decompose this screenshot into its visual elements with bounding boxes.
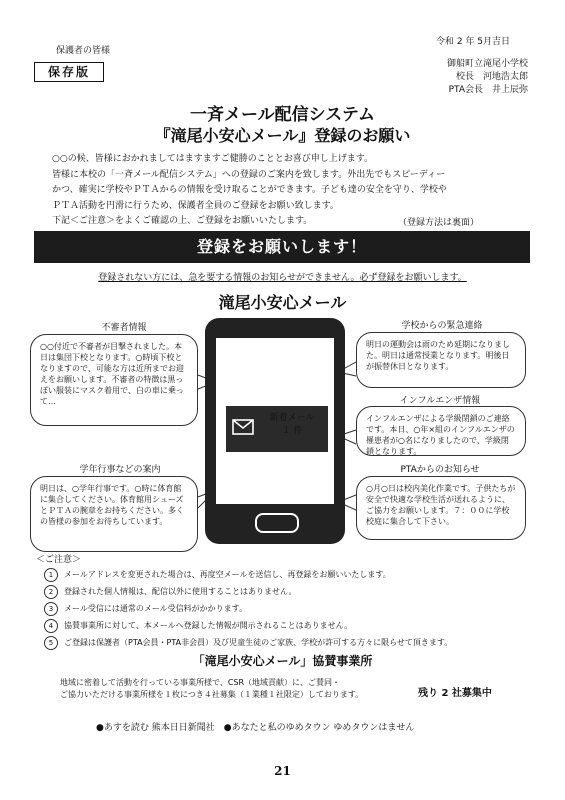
intro-line: 下記＜ご注意＞をよくご確認の上、ご登録をお願いいたします。 — [52, 216, 313, 226]
note-text: メール受信には通常のメール受信料がかかります。 — [64, 604, 248, 613]
pta-president-name: PTA会長 井上辰弥 — [448, 85, 528, 95]
note-number: 2 — [44, 585, 58, 599]
suspicious-label: 不審者情報 — [101, 323, 147, 333]
note-item — [44, 634, 524, 651]
note-item — [44, 583, 524, 600]
intro-line: ＰＴＡ活動を円滑に行うため、保護者全員のご登録をお願い致します。 — [52, 200, 339, 211]
method-note: （登録方法は裏面） — [398, 218, 480, 228]
note-number: 5 — [44, 636, 58, 650]
school-name: 御船町立滝尾小学校 — [446, 59, 528, 69]
intro-line: 皆様に本校の「一斉メール配信システム」への登録のご案内を致します。外出先でもスピーディー — [52, 169, 446, 180]
title-request: 『滝尾小安心メール』登録のお願い — [154, 126, 411, 145]
notification-count: １ 件 — [281, 426, 303, 436]
note-text: メールアドレスを変更された場合は、再度空メールを送信し、再登録をお願いいたします。 — [64, 570, 391, 579]
note-item — [44, 617, 524, 634]
issue-date: 令和 2 年 5月吉日 — [436, 37, 511, 47]
note-item — [44, 566, 524, 583]
notes-heading: ＜ご注意＞ — [36, 555, 82, 565]
sponsor-list: ●あすを読む 熊本日日新聞社 ●あなたと私のゆめタウン ゆめタウンはません — [96, 723, 415, 733]
register-warning: 登録されない方には、急を要する情報のお知らせができません。必ず登録をお願いします。 — [98, 273, 467, 283]
pta-label: PTAからのお知らせ — [400, 465, 480, 475]
events-label: 学年行事などの案内 — [79, 465, 161, 475]
app-heading: 滝尾小安心メール — [218, 293, 347, 312]
intro-line: ○○の候、皆様におかれましてはますますご健勝のこととお喜び申し上げます。 — [52, 154, 373, 164]
flu-label: インフルエンザ情報 — [399, 396, 481, 406]
sponsor-description — [60, 677, 380, 701]
note-number: 4 — [44, 619, 58, 633]
notification-text — [260, 412, 324, 438]
note-number: 1 — [44, 568, 58, 582]
flu-bubble: インフルエンザによる学級閉鎖のご連絡です。本日、○年×組のインフルエンザの罹患者が○名になりましたので、学級閉鎖となります。 — [356, 406, 526, 456]
note-number: 3 — [44, 602, 58, 616]
sponsor-heading: 「滝尾小安心メール」協賛事業所 — [192, 654, 373, 668]
note-text: 協賛事業所に対して、本メールへ登録した情報が開示されることはありません。 — [64, 621, 353, 630]
envelope-icon — [232, 418, 254, 436]
title-system: 一斉メール配信システム — [190, 105, 375, 125]
page-number: 21 — [274, 764, 291, 778]
suspicious-bubble: ○○付近で不審者が目撃されました。本日は集団下校となります。○時頃下校となりますので、可能な方は近所までお迎えをお願いします。不審者の特徴は黒っぽい服装にマスク着用で、白の車に乗って… — [30, 334, 198, 426]
events-bubble: 明日は、○学年行事です。○時に体育館に集合してください。体育館用シューズとＰＴＡの腕章をお持ちください。多くの皆様の参加をお待ちしています。 — [30, 476, 198, 552]
note-text: 登録された個人情報は、配信以外に使用することはありません。 — [64, 587, 297, 596]
addressee: 保護者の皆様 — [56, 46, 111, 56]
sponsor-desc-line: 地域に密着して活動を行っている事業所様で、CSR（地域貢献）に、ご賛同・ — [60, 678, 341, 687]
pta-bubble: ○月○日は校内美化作業です。子供たちが安全で快適な学校生活が送れるように、ご協力をお願いします。７：００に学校校庭に集合して下さい。 — [356, 476, 526, 540]
emergency-label: 学校からの緊急連絡 — [401, 321, 483, 331]
register-banner: 登録をお願いします！ — [34, 231, 530, 263]
notification-title: 新着メール — [269, 413, 315, 423]
keep-stamp: 保存版 — [34, 62, 104, 82]
sponsor-desc-line: ご協力いただける事業所様を１枚につき４社募集（１業種１社限定）しております。 — [60, 690, 364, 699]
note-item — [44, 600, 524, 617]
emergency-bubble: 明日の運動会は雨のため延期になりました。明日は通常授業となります。明後日が振替休日となります。 — [356, 332, 526, 388]
sender-block — [420, 58, 528, 97]
remaining-slots: 残り 2 社募集中 — [418, 688, 492, 699]
note-text: ご登録は保護者（PTA会員・PTA非会員）及び児童生徒のご家族、学校が許可する方々に限らせて頂きます。 — [64, 638, 453, 647]
notes-list — [44, 566, 524, 651]
principal-name: 校長 河地浩太郎 — [455, 72, 528, 82]
intro-line: かつ、確実に学校やＰＴＡからの情報を受け取ることができます。子ども達の安全を守り、学校や — [52, 185, 447, 195]
phone-home-button — [255, 513, 299, 533]
